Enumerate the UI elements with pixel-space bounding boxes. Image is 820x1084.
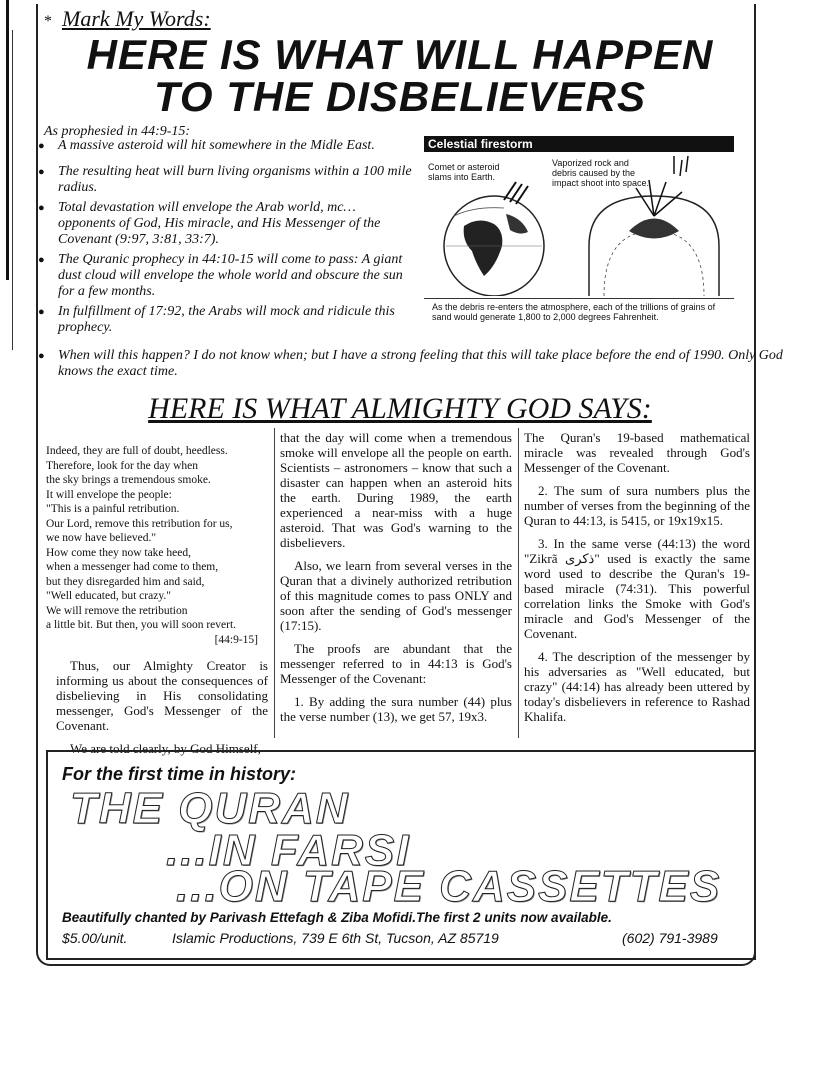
column-divider [274, 428, 275, 738]
column-paragraph: The Quran's 19-based mathematical miracle was revealed through God's Messenger of the Covenant. [524, 430, 750, 475]
star-icon: * [44, 13, 52, 30]
god-says-heading: HERE IS WHAT ALMIGHTY GOD SAYS: [148, 392, 652, 425]
headline-line-2: TO THE DISBELIEVERS [154, 73, 646, 120]
verse-line: but they disregarded him and said, [46, 575, 205, 588]
earth-impact-illustration [424, 136, 734, 296]
ad-price: $5.00/unit. [62, 930, 128, 946]
verse-line: Therefore, look for the day when [46, 459, 198, 472]
verse-line: Our Lord, remove this retribution for us, [46, 517, 233, 530]
figure-divider [424, 298, 734, 299]
figure-label-right: Vaporized rock and debris caused by the impact shoot into space. [552, 158, 650, 188]
verse-line: "This is a painful retribution. [46, 503, 180, 515]
scan-edge-bar [6, 0, 9, 280]
verse-line: we now have believed." [46, 532, 157, 544]
verse-line: Indeed, they are full of doubt, heedless. [46, 445, 228, 457]
verse-line: How come they now take heed, [46, 546, 191, 559]
column-paragraph: We are told clearly, by God Himself, [70, 741, 261, 756]
mark-label: Mark My Words: [62, 6, 211, 31]
column-2 [280, 430, 512, 732]
figure-caption: As the debris re-enters the atmosphere, each of the trillions of grains of sand would generate 1,800 to 2,000 degrees Fahrenheit. [432, 302, 716, 322]
verse-reference: [44:9-15] [214, 633, 258, 646]
prophecy-item: ● In fulfillment of 17:92, the Arabs will mock and ridicule this prophecy. [36, 304, 416, 336]
prophecy-item: ● The resulting heat will burn living organisms within a 100 mile radius. [36, 164, 416, 196]
column-divider [518, 428, 519, 738]
prophecy-item: ● A massive asteroid will hit somewhere in the Midle East. [36, 138, 416, 154]
ad-first-time: For the first time in history: [62, 764, 297, 784]
final-prophecy-item: ● When will this happen? I do not know when; but I have a strong feeling that this will take place before the end of 1990. Only God knows the exact time. [36, 348, 798, 380]
column-paragraph: 2. The sum of sura numbers plus the number of verses from the beginning of the Quran to 44:13, is 5415, or 19x19x15. [524, 483, 750, 528]
mark-my-words [44, 6, 211, 32]
column-paragraph: that the day will come when a tremendous smoke will envelope all the people on earth. Scientists – astronomers – know that such a disaster can happen when an asteroid hits the earth. During 1989, the earth experienced a near-miss with a huge asteroid. That was God's warning to the disbelievers. [280, 430, 512, 550]
column-paragraph: The proofs are abundant that the messenger referred to in 44:13 is God's Messenger of the Covenant: [280, 641, 512, 686]
figure-title: Celestial firestorm [424, 136, 734, 152]
column-paragraph: Thus, our Almighty Creator is informing us about the consequences of disbelieving in His consolidating messenger, God's Messenger of the Covenant. [56, 658, 268, 733]
verse-line: when a messenger had come to them, [46, 561, 219, 573]
column-paragraph: 4. The description of the messenger by his adversaries as "Well educated, but crazy" (44:14) has already been uttered by today's disbelievers in reference to Rashad Khalifa. [524, 649, 750, 724]
column-1 [56, 658, 268, 764]
prophecy-list [36, 138, 416, 340]
ad-title-quran: THE QURAN [70, 784, 350, 833]
prophecy-intro: As prophesied in 44:9-15: [44, 124, 191, 139]
figure-label-left: Comet or asteroid slams into Earth. [428, 162, 500, 182]
ad-phone: (602) 791-3989 [622, 930, 718, 946]
ad-title-farsi: ...IN FARSI [166, 826, 411, 875]
prophecy-item: ● Total devastation will envelope the Arab world, mc… opponents of God, His miracle, and His Messenger of the Covenant (9:97, 3:81, 33:7). [36, 200, 416, 248]
prophecy-item: ● The Quranic prophecy in 44:10-15 will come to pass: A giant dust cloud will envelope the whole world and obscure the sun for a few months. [36, 252, 416, 300]
ad-address: Islamic Productions, 739 E 6th St, Tucson, AZ 85719 [172, 930, 499, 946]
ad-title-cassettes: ...ON TAPE CASSETTES [176, 862, 722, 911]
ad-chanted-by: Beautifully chanted by Parivash Ettefagh & Ziba Mofidi.The first 2 units now available. [62, 910, 612, 925]
column-paragraph: 3. In the same verse (44:13) the word "Zikrã ذكرى" used is exactly the same word used to describe the Quran's 19-based miracle (74:31). This powerful correlation links the Smoke with God's miracle and God's Messenger of the Covenant. [524, 536, 750, 641]
column-paragraph: Also, we learn from several verses in the Quran that a divinely authorized retribution of this magnitude comes to pass ONLY and soon after the sending of God's messenger (17:15). [280, 558, 512, 633]
scan-edge-line [12, 30, 13, 350]
column-paragraph: 1. By adding the sura number (44) plus the verse number (13), we get 57, 19x3. [280, 694, 512, 724]
verse-line: a little bit. But then, you will soon revert. [46, 619, 237, 631]
column-3 [524, 430, 750, 732]
verse-line: It will envelope the people: [46, 488, 172, 501]
headline-line-1: HERE IS WHAT WILL HAPPEN [86, 31, 714, 78]
verse-line: "Well educated, but crazy." [46, 590, 171, 602]
verse-line: We will remove the retribution [46, 604, 188, 617]
quran-verse-block [46, 444, 266, 647]
verse-line: the sky brings a tremendous smoke. [46, 474, 211, 486]
